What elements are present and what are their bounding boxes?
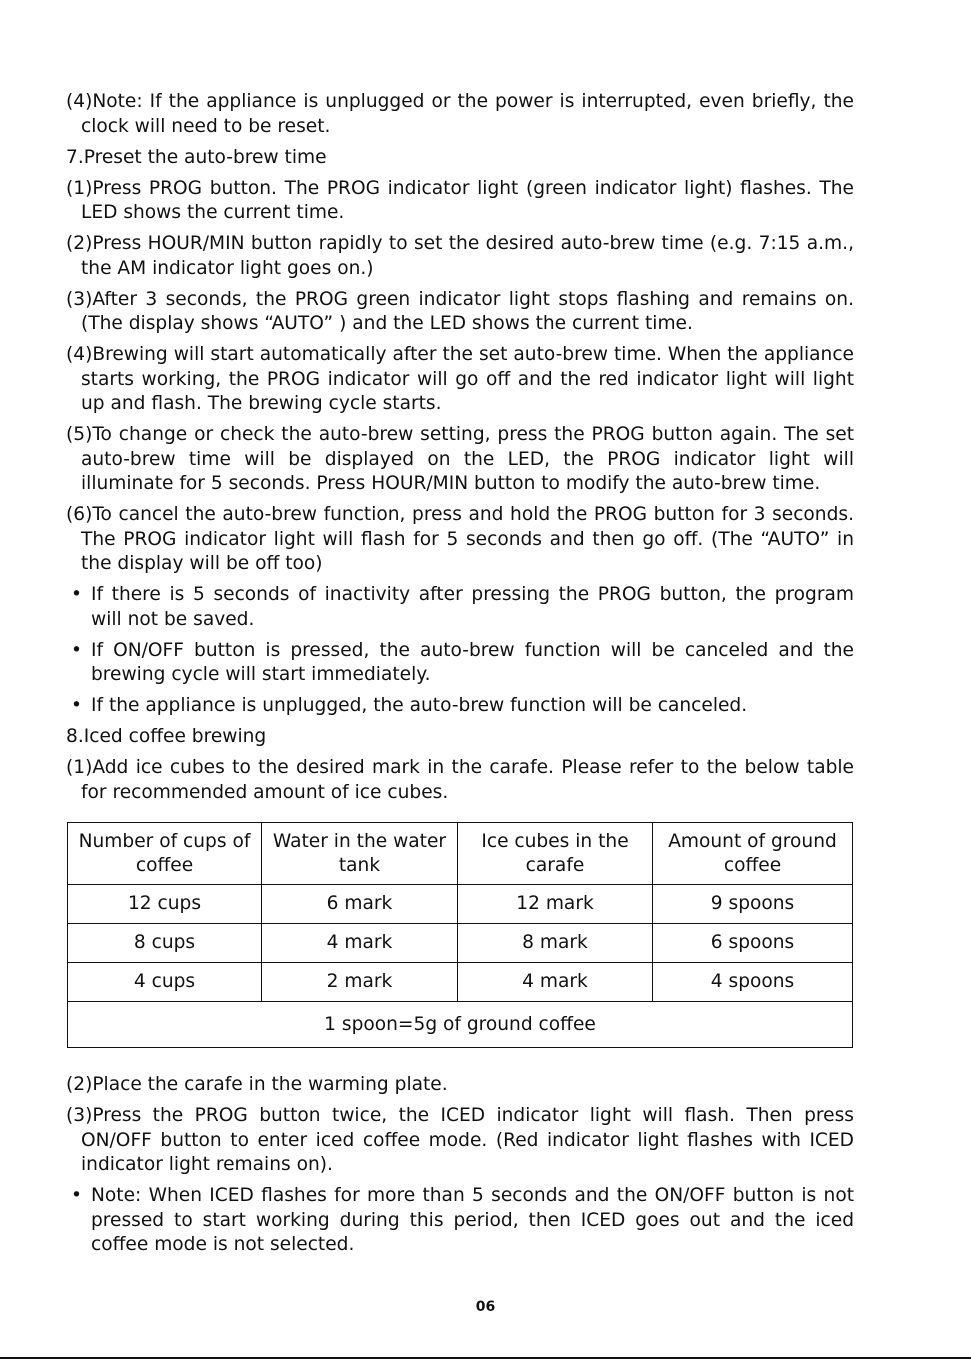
cell: 2 mark bbox=[262, 963, 458, 1002]
header-ice: Ice cubes in the carafe bbox=[458, 823, 653, 885]
section-heading-iced: 8.Iced coffee brewing bbox=[66, 726, 267, 747]
note-clock-reset: (4)Note: If the appliance is unplugged or the power is interrupted, even briefly, the clock will need to be reset. bbox=[66, 91, 854, 137]
table-footer: 1 spoon=5g of ground coffee bbox=[68, 1002, 853, 1048]
manual-page bbox=[66, 90, 854, 1264]
cell: 12 mark bbox=[458, 885, 653, 924]
header-coffee: Amount of ground coffee bbox=[653, 823, 853, 885]
page-number: 06 bbox=[475, 1299, 496, 1315]
cell: 8 mark bbox=[458, 924, 653, 963]
cell: 4 spoons bbox=[653, 963, 853, 1002]
ice-table bbox=[67, 822, 853, 1048]
bullet-text: Note: When ICED flashes for more than 5 seconds and the ON/OFF button is not pressed to start working during this period, then ICED goes out and the iced coffee mode is not selected. bbox=[91, 1185, 854, 1255]
table-footer-row bbox=[68, 1002, 853, 1048]
bullet-onoff bbox=[66, 639, 854, 688]
section-heading-auto-brew: 7.Preset the auto-brew time bbox=[66, 146, 327, 168]
step-5-change-setting: (5)To change or check the auto-brew setting, press the PROG button again. The set auto-brew time will be displayed on the LED, the PROG indicator light will illuminate for 5 seconds. Press HOUR/MIN button to modify the auto-brew time. bbox=[66, 424, 854, 494]
header-cups: Number of cups of coffee bbox=[68, 823, 262, 885]
cell: 4 mark bbox=[458, 963, 653, 1002]
bottom-divider bbox=[0, 1357, 971, 1359]
cell: 8 cups bbox=[68, 924, 262, 963]
step-3-after-3-seconds: (3)After 3 seconds, the PROG green indicator light stops flashing and remains on. (The display shows “AUTO” ) and the LED shows the current time. bbox=[66, 288, 854, 334]
bullet-mark: • bbox=[71, 695, 82, 716]
iced-step-1: (1)Add ice cubes to the desired mark in the carafe. Please refer to the below table for recommended amount of ice cubes. bbox=[66, 757, 854, 803]
bullet-unplugged bbox=[66, 694, 854, 719]
step-4-brewing-start: (4)Brewing will start automatically after the set auto-brew time. When the appliance starts working, the PROG indicator will go off and the red indicator light will light up and flash. The brewing cycle starts. bbox=[66, 344, 854, 414]
step-1-press-prog: (1)Press PROG button. The PROG indicator light (green indicator light) flashes. The LED shows the current time. bbox=[66, 177, 854, 223]
cell: 12 cups bbox=[68, 885, 262, 924]
header-water: Water in the water tank bbox=[262, 823, 458, 885]
bullet-mark: • bbox=[71, 584, 82, 605]
table-row bbox=[68, 963, 853, 1002]
step-2-hour-min: (2)Press HOUR/MIN button rapidly to set the desired auto-brew time (e.g. 7:15 a.m., the AM indicator light goes on.) bbox=[66, 233, 854, 279]
bullet-text: If ON/OFF button is pressed, the auto-brew function will be canceled and the brewing cycle will start immediately. bbox=[91, 639, 854, 685]
bullet-text: If there is 5 seconds of inactivity after pressing the PROG button, the program will not be saved. bbox=[91, 584, 854, 630]
iced-step-2: (2)Place the carafe in the warming plate. bbox=[66, 1074, 448, 1095]
cell: 6 mark bbox=[262, 885, 458, 924]
bullet-mark: • bbox=[71, 1185, 82, 1206]
table-row bbox=[68, 885, 853, 924]
table-row bbox=[68, 924, 853, 963]
bullet-mark: • bbox=[71, 639, 82, 661]
step-6-cancel: (6)To cancel the auto-brew function, press and hold the PROG button for 3 seconds. The PROG indicator light will flash for 5 seconds and then go off. (The “AUTO” in the display will be off too) bbox=[66, 504, 854, 574]
cell: 6 spoons bbox=[653, 924, 853, 963]
cell: 9 spoons bbox=[653, 885, 853, 924]
bullet-iced-note bbox=[66, 1184, 854, 1258]
table-header-row bbox=[68, 823, 853, 885]
bullet-inactivity bbox=[66, 583, 854, 632]
iced-step-3: (3)Press the PROG button twice, the ICED indicator light will flash. Then press ON/OFF button to enter iced coffee mode. (Red indicator light flashes with ICED indicator light remains on). bbox=[66, 1105, 854, 1175]
cell: 4 cups bbox=[68, 963, 262, 1002]
bullet-text: If the appliance is unplugged, the auto-brew function will be canceled. bbox=[91, 695, 748, 716]
cell: 4 mark bbox=[262, 924, 458, 963]
